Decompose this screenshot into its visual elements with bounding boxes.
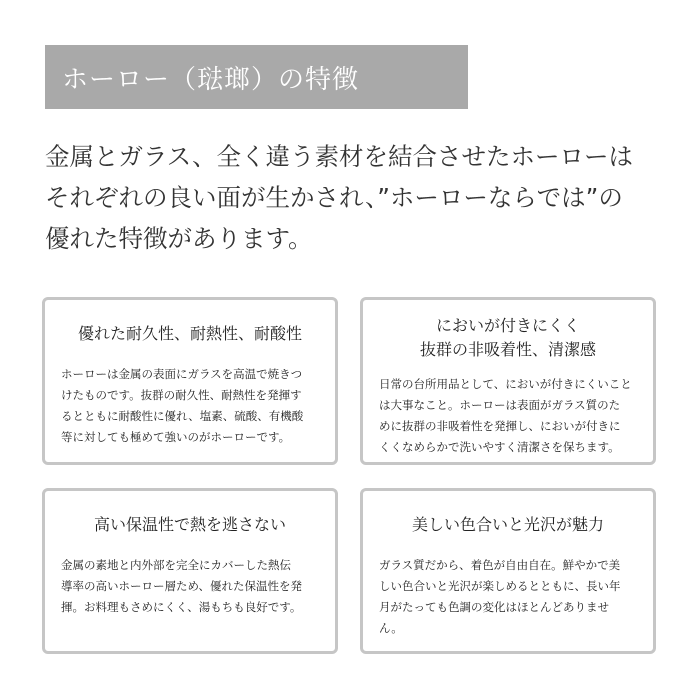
page-title xyxy=(45,45,468,109)
intro-line: 金属とガラス、全く違う素材を結合させたホーローは xyxy=(45,142,633,171)
feature-card-heat-retention xyxy=(42,488,338,654)
card-title-line: 優れた耐久性、耐熱性、耐酸性 xyxy=(77,324,302,343)
card-body-line: 揮。お料理もさめにくく、湯もちも良好です。 xyxy=(61,600,302,614)
card-body-line: 金属の素地と内外部を完全にカバーした熱伝 xyxy=(61,558,291,572)
card-body-line: 等に対しても極めて強いのがホーローです。 xyxy=(61,430,291,444)
card-body-line: めに抜群の非吸着性を発揮し、においが付きに xyxy=(379,419,621,433)
feature-card-color-luster xyxy=(360,488,656,654)
card-body-line: 月がたっても色調の変化はほとんどありませ xyxy=(379,600,609,614)
card-body-line: 日常の台所用品として、においが付きにくいこと xyxy=(379,377,632,391)
card-title-line: 抜群の非吸着性、清潔感 xyxy=(419,340,596,359)
card-title xyxy=(61,513,319,537)
card-body-line: るとともに耐酸性に優れ、塩素、硫酸、有機酸 xyxy=(61,409,304,423)
card-body-line: しい色合いと光沢が楽しめるとともに、長い年 xyxy=(379,579,621,593)
intro-line: それぞれの良い面が生かされ、”ホーローならでは”の xyxy=(45,183,623,212)
card-body xyxy=(61,555,319,618)
card-title-line: 高い保温性で熱を逃さない xyxy=(93,515,286,534)
card-title xyxy=(379,314,637,362)
card-body-line: くくなめらかで洗いやすく清潔さを保ちます。 xyxy=(379,440,620,454)
card-title xyxy=(61,322,319,346)
card-body xyxy=(379,374,637,458)
card-body-line: ガラス質だから、着色が自由自在。鮮やかで美 xyxy=(379,558,621,572)
card-body xyxy=(61,364,319,448)
page-title-text: ホーロー（琺瑯）の特徴 xyxy=(62,64,360,95)
feature-card-durability xyxy=(42,297,338,465)
card-body-line: けたものです。抜群の耐久性、耐熱性を発揮す xyxy=(61,388,302,402)
card-title-line: においが付きにくく xyxy=(435,316,580,335)
card-body xyxy=(379,555,637,639)
card-title xyxy=(379,513,637,537)
card-title-line: 美しい色合いと光沢が魅力 xyxy=(411,515,604,534)
card-body-line: は大事なこと。ホーローは表面がガラス質のた xyxy=(379,398,621,412)
intro-paragraph xyxy=(45,136,665,259)
card-body-line: ホーローは金属の表面にガラスを高温で焼きつ xyxy=(61,367,303,381)
card-body-line: ん。 xyxy=(379,621,403,635)
feature-card-odor-resistance xyxy=(360,297,656,465)
card-body-line: 導率の高いホーロー層ため、優れた保温性を発 xyxy=(61,579,303,593)
intro-line: 優れた特徴があります。 xyxy=(45,224,313,253)
